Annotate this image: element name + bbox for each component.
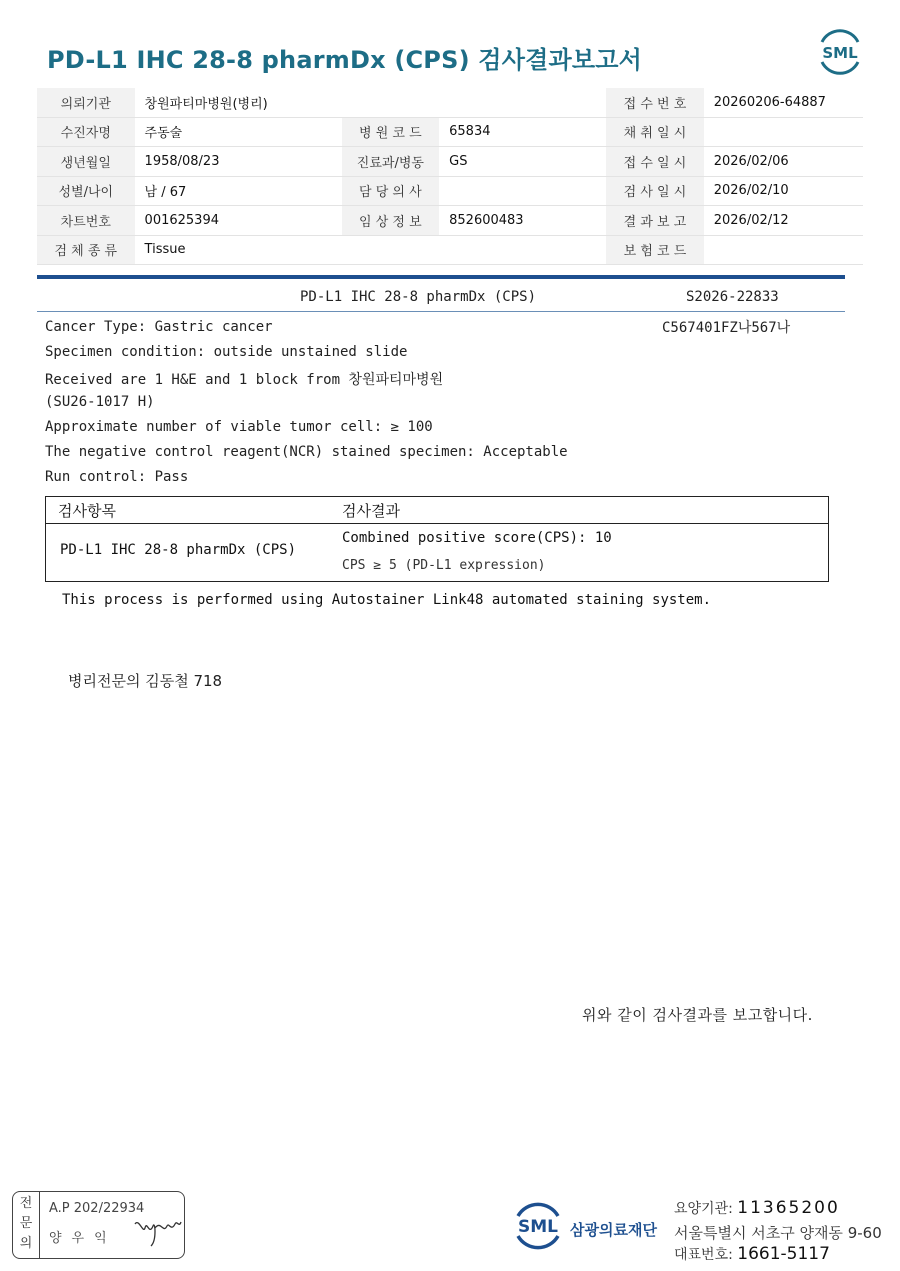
info-row [37,147,863,177]
report-code: S2026-22833 [686,289,779,305]
result-table [45,496,829,582]
phone-line: 대표번호: 1661-5117 [674,1244,830,1264]
info-label [342,236,440,265]
info-value: 20260206-64887 [713,94,826,110]
info-row [37,88,863,118]
closing-statement: 위와 같이 검사결과를 보고합니다. [582,1006,813,1024]
report-line: Received are 1 H&E and 1 block from 창원파티마병원 [45,372,444,388]
stamp-side-label: 전 문 의 [13,1192,40,1258]
info-row [37,177,863,207]
institution-code: 11365200 [737,1198,840,1218]
institution-code-line: 요양기관: 11365200 [674,1198,840,1218]
info-label: 진료과/병동 [342,147,440,176]
svg-text:SML: SML [822,44,858,62]
info-row [37,118,863,148]
patient-info-grid [37,88,863,265]
info-value: 2026/02/10 [713,183,789,199]
info-label: 차트번호 [37,206,135,235]
info-value: 2026/02/12 [713,212,789,228]
info-value: 창원파티마병원(병리) [144,96,268,112]
info-value: 65834 [449,124,491,140]
info-label: 결 과 보 고 [606,206,704,235]
report-title: PD-L1 IHC 28-8 pharmDx (CPS) 검사결과보고서 [47,46,642,74]
sml-logo-icon [816,28,864,76]
report-line: Specimen condition: outside unstained slide [45,344,408,360]
info-label: 생년월일 [37,147,135,176]
info-label: 담 당 의 사 [342,177,440,206]
info-label: 보 험 코 드 [606,236,704,265]
report-line: Cancer Type: Gastric cancer [45,319,273,335]
address: 서울특별시 서초구 양재동 9-60 [674,1224,882,1242]
stamp-name: 양우익 [49,1231,117,1246]
info-label: 접 수 일 시 [606,147,704,176]
sml-footer-logo-icon [510,1198,566,1254]
info-value: 남 / 67 [144,185,187,201]
pathologist: 병리전문의 김동철 718 [68,672,223,690]
test-item: PD-L1 IHC 28-8 pharmDx (CPS) [60,542,297,558]
info-value: 1958/08/23 [144,153,220,169]
info-value: 주동술 [144,126,183,142]
pathologist-stamp [12,1191,185,1259]
info-value: Tissue [144,242,186,258]
info-label: 검 사 일 시 [606,177,704,206]
info-label: 병 원 코 드 [342,118,440,147]
report-line: Run control: Pass [45,469,189,485]
result-table-header [46,497,828,524]
svg-text:SML: SML [518,1217,558,1237]
info-row [37,206,863,236]
test-result-cps: Combined positive score(CPS): 10 [342,530,612,546]
stamp-license: A.P 202/22934 [49,1201,145,1216]
info-label: 임 상 정 보 [342,206,440,235]
report-line: Approximate number of viable tumor cell: ≥ 100 [45,419,433,435]
process-note: This process is performed using Autostainer Link48 automated staining system. [62,592,712,608]
info-value [439,236,606,265]
info-label: 접 수 번 호 [606,88,704,117]
info-label: 검 체 종 류 [37,236,135,265]
info-row [37,236,863,266]
header-test-result: 검사결과 [342,502,400,520]
foundation-name: 삼광의료재단 [570,1221,657,1239]
info-label [342,88,440,117]
info-label: 성별/나이 [37,177,135,206]
report-test-title: PD-L1 IHC 28-8 pharmDx (CPS) [300,289,537,305]
info-value [439,177,606,206]
info-value: 001625394 [144,212,219,228]
info-value: GS [449,153,468,169]
info-value: 852600483 [449,212,524,228]
test-result-expression: CPS ≥ 5 (PD-L1 expression) [342,558,546,573]
info-value: 2026/02/06 [713,153,789,169]
signature-icon [131,1214,183,1250]
report-line: The negative control reagent(NCR) stained specimen: Acceptable [45,444,568,460]
header-divider [37,275,845,279]
report-sub-code: C567401FZ나567나 [662,320,791,336]
info-value [704,118,863,147]
info-value [704,236,863,265]
info-label: 수진자명 [37,118,135,147]
report-line: (SU26-1017 H) [45,394,155,410]
info-label: 의뢰기관 [37,88,135,117]
header-test-item: 검사항목 [58,502,116,520]
info-label: 채 취 일 시 [606,118,704,147]
info-value [439,88,606,117]
phone-number: 1661-5117 [737,1244,830,1264]
